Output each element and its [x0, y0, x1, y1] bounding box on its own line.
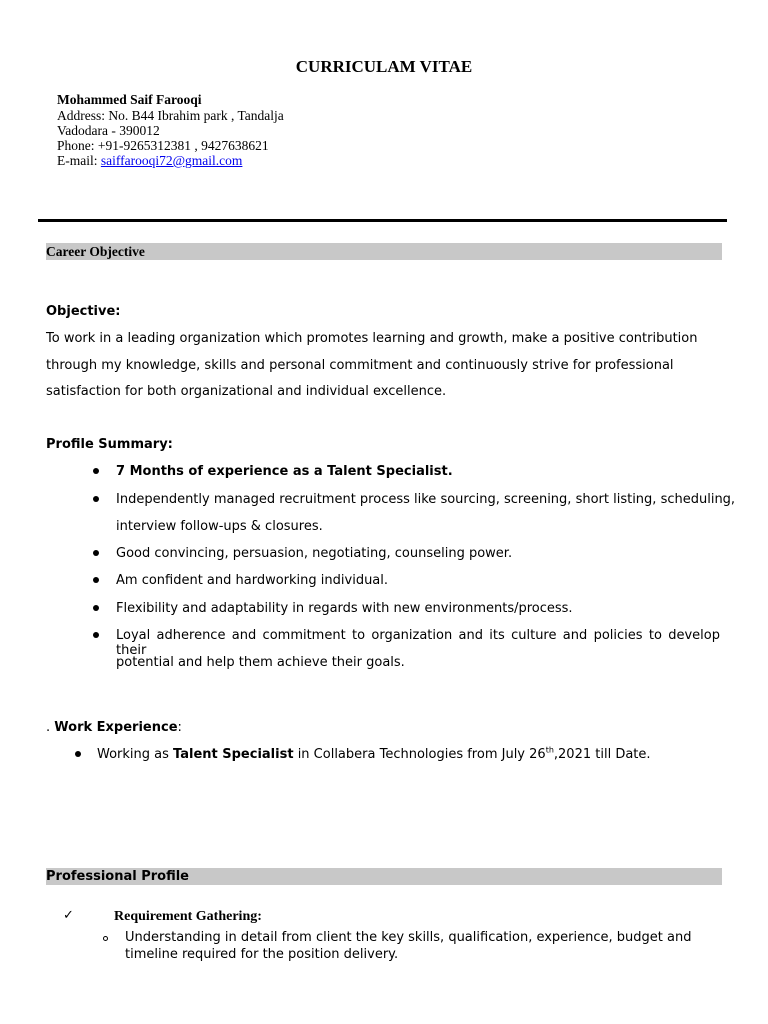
summary-item-6-line-2: potential and help them achieve their goals.	[116, 655, 405, 670]
bullet-icon	[93, 577, 99, 583]
summary-item-2-line-2: interview follow-ups & closures.	[116, 519, 323, 534]
phone-line: Phone: +91-9265312381 , 9427638621	[57, 138, 269, 153]
requirement-item-line-2: timeline required for the position delivery.	[125, 947, 399, 962]
requirement-item-line-1: Understanding in detail from client the key skills, qualification, experience, budget and	[125, 930, 692, 945]
summary-item-5: Flexibility and adaptability in regards with new environments/process.	[116, 601, 573, 616]
circle-bullet-icon	[103, 936, 108, 941]
objective-subheading: Objective:	[46, 304, 121, 319]
summary-item-3: Good convincing, persuasion, negotiating, counseling power.	[116, 546, 513, 561]
requirement-gathering-heading: Requirement Gathering:	[114, 909, 262, 924]
career-objective-band	[46, 243, 722, 260]
bullet-icon	[75, 751, 81, 757]
header-divider	[38, 219, 727, 222]
summary-item-4: Am confident and hardworking individual.	[116, 573, 389, 588]
objective-line-2: through my knowledge, skills and personal commitment and continuously strive for professional	[46, 358, 674, 373]
address-line-2: Vadodara - 390012	[57, 123, 160, 138]
bullet-icon	[93, 496, 99, 502]
summary-item-6-line-1: Loyal adherence and commitment to organization and its culture and policies to develop their	[116, 628, 720, 658]
candidate-name: Mohammed Saif Farooqi	[57, 92, 202, 107]
work-experience-item: Working as Talent Specialist in Collabera Technologies from July 26th,2021 till Date.	[97, 745, 651, 762]
professional-profile-heading: Professional Profile	[46, 869, 189, 884]
checkmark-icon: ✓	[63, 908, 74, 923]
objective-line-3: satisfaction for both organizational and individual excellence.	[46, 384, 447, 399]
work-experience-heading: . Work Experience:	[46, 720, 182, 735]
address-line-1: Address: No. B44 Ibrahim park , Tandalja	[57, 108, 284, 123]
professional-profile-band	[46, 868, 722, 885]
objective-line-1: To work in a leading organization which promotes learning and growth, make a positive contribution	[46, 331, 698, 346]
summary-item-1: 7 Months of experience as a Talent Specialist.	[116, 464, 453, 479]
profile-summary-heading: Profile Summary:	[46, 437, 173, 452]
bullet-icon	[93, 468, 99, 474]
document-title: CURRICULAM VITAE	[295, 57, 473, 76]
bullet-icon	[93, 550, 99, 556]
bullet-icon	[93, 632, 99, 638]
bullet-icon	[93, 605, 99, 611]
email-line	[57, 153, 242, 168]
career-objective-heading: Career Objective	[46, 244, 145, 259]
email-label: E-mail:	[57, 153, 101, 168]
summary-item-2-line-1: Independently managed recruitment process like sourcing, screening, short listing, scheduling,	[116, 492, 736, 507]
email-link[interactable]: saiffarooqi72@gmail.com	[100, 153, 243, 168]
